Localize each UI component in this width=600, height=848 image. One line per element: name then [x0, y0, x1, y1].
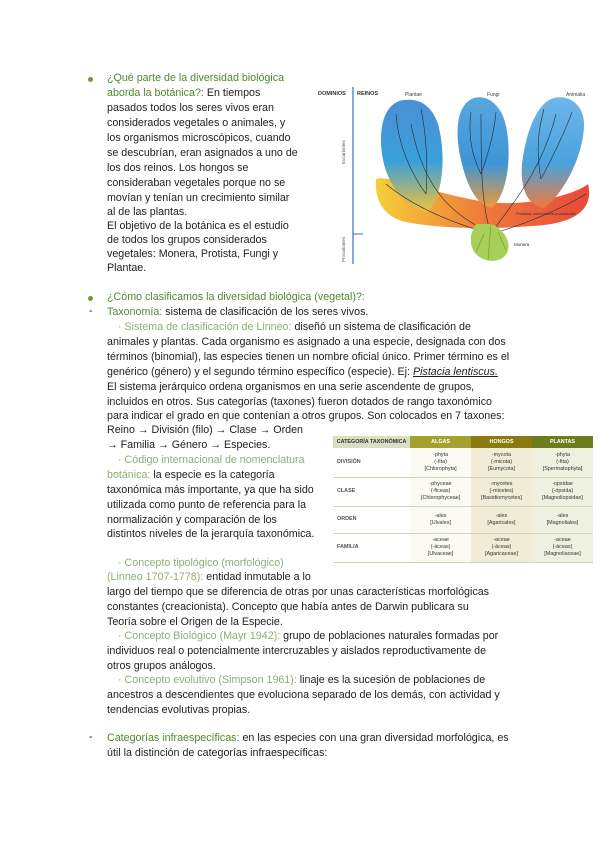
question-heading: ¿Qué parte de la diversidad biológica — [107, 72, 285, 84]
paragraph-line: largo del tiempo que se diferencia de otras por unas características morfológicas — [107, 586, 489, 598]
paragraph-line: · Concepto evolutivo (Simpson 1961): linaje es la sucesión de poblaciones de — [118, 674, 486, 686]
paragraph-line: aborda la botánica?: En tiempos — [107, 87, 261, 99]
table-cell: -opsidae (-ópsida) [Magnoliopsidae] — [532, 477, 593, 506]
paragraph-line: de todos los grupos considerados — [107, 234, 267, 246]
paragraph-line: · Sistema de clasificación de Linneo: diseñó un sistema de clasificación de — [118, 321, 471, 333]
reinos-label: REINOS — [357, 91, 379, 97]
table-cell: -ales [Agaricales] — [471, 506, 532, 533]
paragraph-line: normalización y comparación de los — [107, 514, 277, 526]
bullet-point — [88, 296, 93, 301]
tree-of-life-figure — [316, 84, 596, 264]
table-cell: FAMILIA — [333, 533, 410, 562]
paragraph-line: botánica: la especie es la categoría — [107, 469, 275, 481]
paragraph-line: vegetales: Monera, Protista, Fungi y — [107, 248, 279, 260]
paragraph-line: · Concepto tipológico (morfológico) — [118, 557, 284, 569]
paragraph-line: · Concepto Biológico (Mayr 1942): grupo de poblaciones naturales formadas por — [118, 630, 499, 642]
paragraph-line: Plantae. — [107, 262, 147, 274]
paragraph-line: constantes (creacionista). Concepto que había antes de Darwin publicara su — [107, 601, 469, 613]
protista-label: Protistas unicelulares eucariontes — [516, 211, 576, 216]
paragraph-line: incluidos en otros. Sus categorías (taxones) fueron dotados de rango taxonómico — [107, 396, 492, 408]
paragraph-line: genérico (género) y el segundo término específico (especie). Ej: Pistacia lentiscus. — [107, 366, 498, 378]
table-header: CATEGORÍA TAXONÓMICA — [333, 436, 410, 448]
table-cell: ORDEN — [333, 506, 410, 533]
paragraph-line: consideraban vegetales porque no se — [107, 177, 286, 189]
paragraph-line: tendencias evolutivas propias. — [107, 704, 251, 716]
table-cell: -mycota (-micota) [Eumycota] — [471, 448, 532, 477]
table-header: ALGAS — [410, 436, 471, 448]
paragraph-line: Reino → División (filo) → Clase → Orden — [107, 424, 303, 436]
paragraph-line: El objetivo de la botánica es el estudio — [107, 220, 289, 232]
paragraph-line: los dos reinos. Los hongos se — [107, 162, 249, 174]
paragraph-line: Categorías infraespecíficas: en las especies con una gran diversidad morfológica, es — [107, 732, 509, 744]
paragraph-line: ancestros a descendientes que evoluciona separado de los demás, con actividad y — [107, 689, 500, 701]
procariontes-label: Procariontes — [341, 236, 346, 262]
paragraph-line: (Linneo 1707-1778): entidad inmutable a lo — [107, 571, 311, 583]
table-cell: -phyta (-fita) [Spermatophyta] — [532, 448, 593, 477]
table-header: HONGOS — [471, 436, 532, 448]
animalia-label: Animalia — [566, 92, 586, 98]
table-cell: -aceae (-áceas) [Magnoliaceae] — [532, 533, 593, 562]
dominios-label: DOMINIOS — [318, 91, 346, 97]
table-cell: -aceae (-áceas) [Ulvaceae] — [410, 533, 471, 562]
paragraph-line: pasados todos los seres vivos eran — [107, 102, 274, 114]
paragraph-line: términos (binomial), las especies tienen un nombre oficial único. Primer término es el — [107, 351, 510, 363]
paragraph-line: al de las plantas. — [107, 206, 188, 218]
monera-label: Monera — [514, 242, 530, 247]
paragraph-line: taxonómica más importante, ya que ha sido — [107, 484, 314, 496]
table-cell: -mycetes (-micetes) [Basidiomycetes] — [471, 477, 532, 506]
paragraph-line: animales y plantas. Cada organismo es asignado a una especie, designada con dos — [107, 336, 506, 348]
example-species: Pistacia lentiscus. — [412, 366, 498, 378]
paragraph-line: El sistema jerárquico ordena organismos en una serie ascendente de grupos, — [107, 381, 475, 393]
dash-marker: - — [89, 305, 93, 317]
paragraph-line: para indicar el grado en que contenían a otros grupos. Son colocados en 7 taxones: — [107, 410, 505, 422]
question-heading: ¿Cómo clasificamos la diversidad biológica (vegetal)?: — [107, 291, 365, 303]
table-cell: -ales [Magnoliales] — [532, 506, 593, 533]
paragraph-line: los organismos microscópicos, cuando — [107, 132, 291, 144]
paragraph-line: individuos real o potencialmente intercruzables y aislados reproductivamente de — [107, 645, 487, 657]
table-header: PLANTAS — [532, 436, 593, 448]
eucariontes-label: Eucariontes — [341, 140, 346, 164]
table-cell: CLASE — [333, 477, 410, 506]
dash-marker: - — [89, 731, 93, 743]
paragraph-line: · Código internacional de nomenclatura — [118, 454, 305, 466]
table-cell: -aceae (-áceas) [Agaricaceae] — [471, 533, 532, 562]
table-cell: -phyceae (-ficeas) [Chlorophyceae] — [410, 477, 471, 506]
phylogeny-diagram — [316, 84, 596, 264]
plantae-label: Plantae — [405, 92, 422, 98]
paragraph-line: utilizada como punto de referencia para la — [107, 499, 307, 511]
bullet-point — [88, 77, 93, 82]
taxonomy-table — [333, 436, 593, 563]
paragraph-line: distintos niveles de la jerarquía taxonómica. — [107, 528, 315, 540]
fungi-label: Fungi — [487, 92, 500, 98]
paragraph-line: se descubrían, eran asignados a uno de — [107, 147, 298, 159]
paragraph-line: considerados vegetales o animales, y — [107, 117, 286, 129]
table-cell: -phyta (-fita) [Chlorophyta] — [410, 448, 471, 477]
paragraph-line: otros grupos análogos. — [107, 660, 216, 672]
paragraph-line: útil la distinción de categorías infraespecíficas: — [107, 747, 328, 759]
paragraph-line: Teoría sobre el Origen de la Especie. — [107, 616, 283, 628]
table-cell: -ales [Ulvales] — [410, 506, 471, 533]
paragraph-line: → Familia → Género → Especies. — [107, 439, 271, 451]
paragraph-line: Taxonomía: sistema de clasificación de los seres vivos. — [107, 306, 369, 318]
table-cell: DIVISIÓN — [333, 448, 410, 477]
paragraph-line: movían y tenían un crecimiento similar — [107, 192, 290, 204]
